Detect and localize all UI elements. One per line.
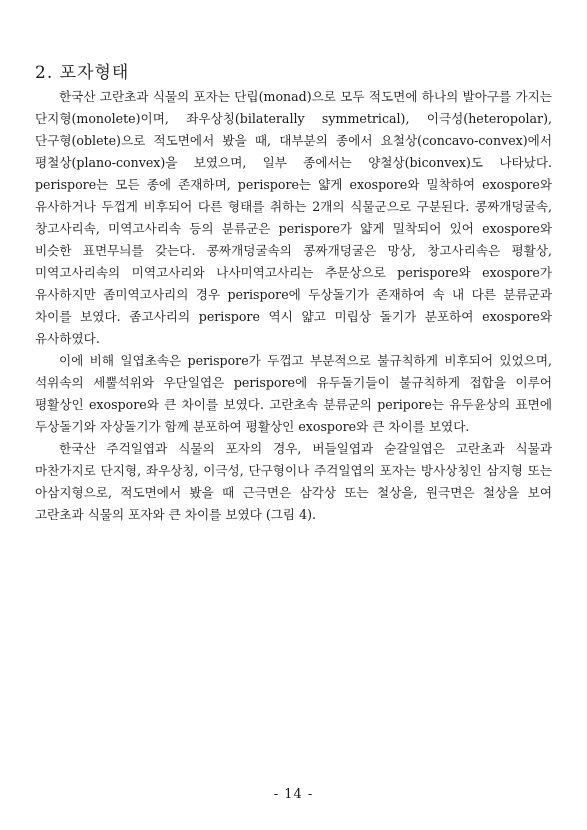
- paragraph-perispore-comparison: 이에 비해 일엽초속은 perispore가 두껍고 부분적으로 불규칙하게 비후되어 있었으며, 석위속의 세뿔석위와 우단일엽은 perispore에 유두돌기들이 불규칙하게 접합을 이루어 평활상인 exospore와 큰 차이를 보였다. 고란초속 분류군의 peripore는 유두윤상의 표면에 두상돌기와 자상돌기가 함께 분포하여 평활상인 exospore와 큰 차이를 보였다.: [35, 353, 552, 434]
- body-text: [35, 86, 552, 526]
- page-number: - 14 -: [273, 787, 314, 802]
- paragraph-spore-morphology: 한국산 고란초과 식물의 포자는 단립(monad)으로 모두 적도면에 하나의 발아구를 가지는 단지형(monolete)이며, 좌우상칭(bilaterally symmetrical), 이극성(heteropolar), 단구형(oblete)으로 적도면에서 봤을 때, 대부분의 종에서 요철상(concavo-convex)에서 평철상(plano-convex)을 보였으며, 일부 종에서는 양철상(biconvex)도 나타났다. perispore는 모든 종에 존재하며, perispore는 얇게 exospore와 밀착하여 exospore와 유사하거나 두껍게 비후되어 다른 형태를 취하는 2개의 식물군으로 구분된다. 콩짜개덩굴속, 창고사리속, 미역고사리속 등의 분류군은 perispore가 얇게 밀착되어 있어 exospore와 비슷한 표면무늬를 갖는다. 콩짜개덩굴속의 콩짜개덩굴은 망상, 창고사리속은 평활상, 미역고사리속의 미역고사리와 나사미역고사리는 추문상으로 perispore와 exospore가 유사하지만 좀미역고사리의 경우 perispore에 두상돌기가 존재하여 속 내 다른 분류군과 차이를 보였다. 좀고사리의 perispore 역시 얇고 미립상 돌기가 분포하여 exospore와 유사하였다.: [35, 89, 552, 346]
- paragraph-vittariaceae-spores: 한국산 주걱일엽과 식물의 포자의 경우, 버들일엽과 숟갈일엽은 고란초과 식물과 마찬가지로 단지형, 좌우상칭, 이극성, 단구형이나 주걱일엽의 포자는 방사상칭인 삼지형 또는 아삼지형으로, 적도면에서 봤을 때 근극면은 삼각상 또는 철상을, 원극면은 철상을 보여 고란초과 식물의 포자와 큰 차이를 보였다 (그림 4).: [35, 441, 552, 522]
- section-heading: 2. 포자형태: [35, 63, 130, 83]
